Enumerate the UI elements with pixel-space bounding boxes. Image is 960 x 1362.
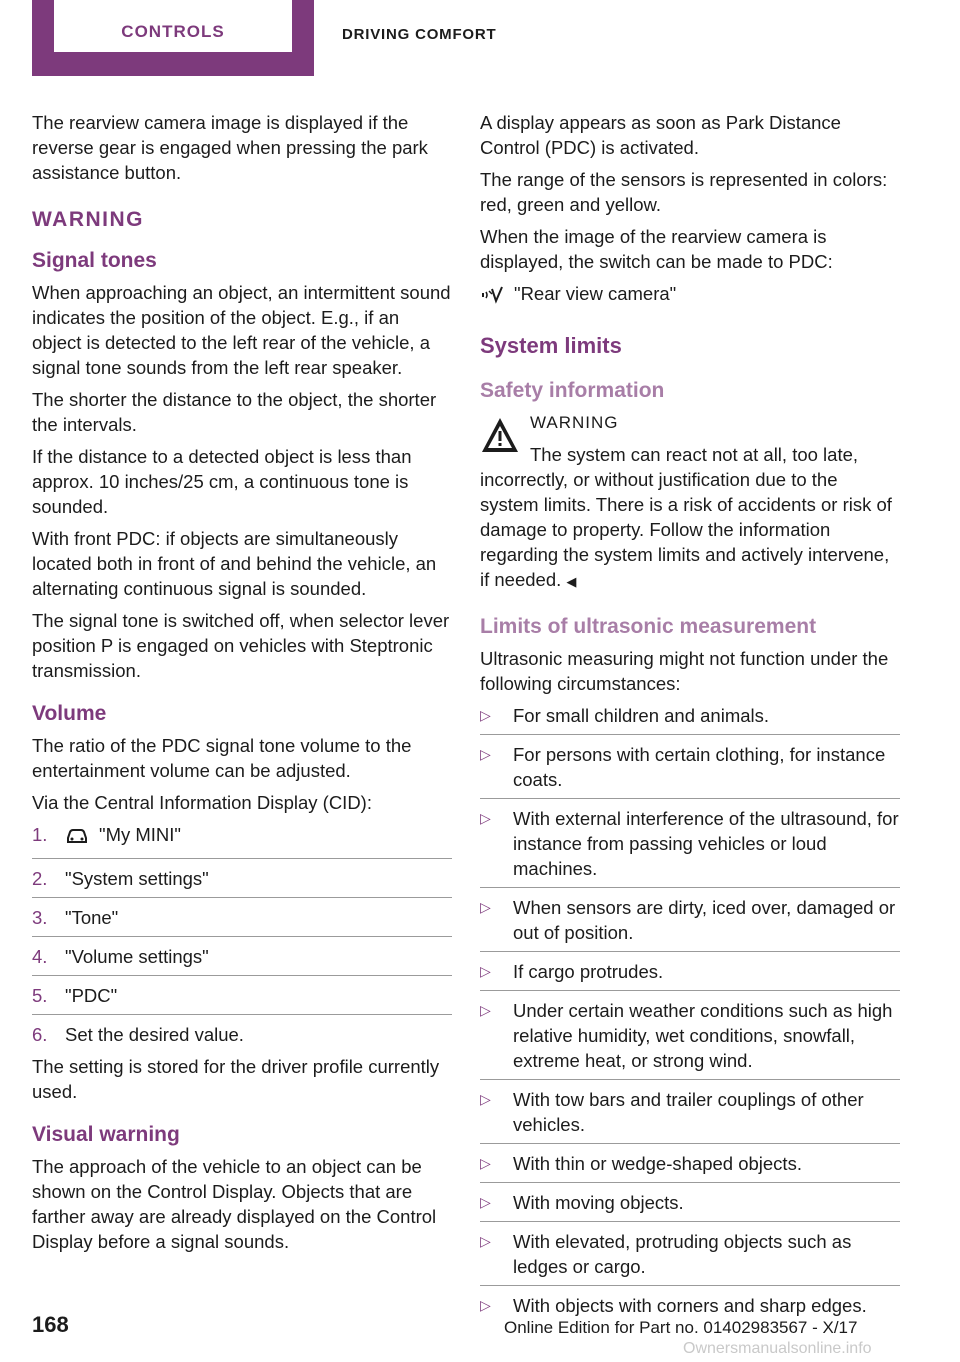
safety-heading: Safety information xyxy=(480,379,665,402)
list-item: ▷ With elevated, protruding objects such as ledges or cargo. xyxy=(480,1229,900,1286)
bullet-icon: ▷ xyxy=(480,1091,491,1107)
bullet-icon: ▷ xyxy=(480,1233,491,1249)
edition-note: Online Edition for Part no. 01402983567 - X/17 xyxy=(504,1318,858,1337)
paragraph: If the distance to a detected object is less than approx. 10 inches/25 cm, a continuous tone is sounded. xyxy=(32,446,412,517)
paragraph: The shorter the distance to the object, the shorter the intervals. xyxy=(32,389,437,435)
warning-label: WARNING xyxy=(530,413,619,432)
chapter-label: CONTROLS xyxy=(121,22,225,41)
step-text: "PDC" xyxy=(65,985,118,1006)
step-text: Set the desired value. xyxy=(65,1024,244,1045)
list-item: ▷ When sensors are dirty, iced over, damaged or out of position. xyxy=(480,895,900,952)
warning-heading: WARNING xyxy=(32,208,144,231)
car-icon xyxy=(65,826,89,852)
watermark: Ownersmanualsonline.info xyxy=(683,1340,872,1357)
warning-box xyxy=(480,410,900,594)
step-number: 4. xyxy=(32,946,48,967)
step-number: 3. xyxy=(32,907,48,928)
camera-item-text: "Rear view camera" xyxy=(514,283,677,304)
list-item: ▷ For small children and animals. xyxy=(480,703,900,735)
paragraph: A display appears as soon as Park Distance Control (PDC) is activated. xyxy=(480,112,841,158)
list-item xyxy=(32,983,452,1015)
visual-warning-heading: Visual warning xyxy=(32,1123,180,1146)
left-column xyxy=(32,110,452,1261)
bullet-icon: ▷ xyxy=(480,963,491,979)
list-item xyxy=(32,822,452,859)
right-column xyxy=(480,110,900,1325)
warning-rest: incorrectly, or without justification due to the system limits. There is a risk of accidents or risk of damage to property. Follow the information regarding the system limits and actively intervene, if needed. xyxy=(480,469,892,590)
intro-paragraph: The rearview camera image is displayed if the reverse gear is engaged when pressing the park assistance button. xyxy=(32,112,428,183)
step-number: 5. xyxy=(32,985,48,1006)
step-text: "My MINI" xyxy=(99,824,181,845)
end-mark: ◀ xyxy=(566,574,577,589)
list-item xyxy=(32,866,452,898)
step-text: "System settings" xyxy=(65,868,209,889)
system-limits-heading: System limits xyxy=(480,333,622,358)
list-item xyxy=(32,1022,452,1047)
step-number: 1. xyxy=(32,824,48,845)
list-item xyxy=(32,905,452,937)
warning-first-line: The system can react not at all, too late, xyxy=(530,444,859,465)
list-item: ▷ With thin or wedge-shaped objects. xyxy=(480,1151,900,1183)
steps-list xyxy=(32,822,452,1047)
list-item: ▷ Under certain weather conditions such as high relative humidity, wet conditions, snowfall, extreme heat, or strong wind. xyxy=(480,998,900,1080)
list-item: ▷ With tow bars and trailer couplings of other vehicles. xyxy=(480,1087,900,1144)
section-label: DRIVING COMFORT xyxy=(342,26,497,43)
list-item: ▷ For persons with certain clothing, for instance coats. xyxy=(480,742,900,799)
paragraph: Via the Central Information Display (CID): xyxy=(32,792,372,813)
paragraph: When the image of the rearview camera is displayed, the switch can be made to PDC: xyxy=(480,226,833,272)
bullet-icon: ▷ xyxy=(480,899,491,915)
paragraph: With front PDC: if objects are simultaneously located both in front of and behind the vehicle, an alternating continuous signal is sounded. xyxy=(32,528,437,599)
paragraph: The ratio of the PDC signal tone volume to the entertainment volume can be adjusted. xyxy=(32,735,412,781)
list-item: ▷ With moving objects. xyxy=(480,1190,900,1222)
bullet-icon: ▷ xyxy=(480,1194,491,1210)
signal-tones-heading: Signal tones xyxy=(32,249,157,272)
step-text: "Volume settings" xyxy=(65,946,209,967)
volume-heading: Volume xyxy=(32,702,107,725)
list-item xyxy=(32,944,452,976)
paragraph: The range of the sensors is represented in colors: red, green and yellow. xyxy=(480,169,888,215)
warning-text xyxy=(480,467,900,594)
ultrasonic-heading: Limits of ultrasonic measurement xyxy=(480,615,817,638)
page-number: 168 xyxy=(32,1312,69,1337)
bullet-icon: ▷ xyxy=(480,1155,491,1171)
paragraph: The approach of the vehicle to an object can be shown on the Control Display. Objects that are farther away are already displayed on the Control Display before a signal sounds. xyxy=(32,1156,437,1252)
step-number: 6. xyxy=(32,1024,48,1045)
camera-line xyxy=(480,281,900,311)
paragraph: Ultrasonic measuring might not function under the following circumstances: xyxy=(480,648,889,694)
bullet-icon: ▷ xyxy=(480,746,491,762)
paragraph: When approaching an object, an intermittent sound indicates the position of the object. E.g., if an object is detected to the left rear of the vehicle, a signal tone sounds from the left rear speaker. xyxy=(32,282,451,378)
header-tab-inner xyxy=(54,0,292,52)
warning-triangle-icon xyxy=(480,416,520,460)
list-item: ▷ If cargo protrudes. xyxy=(480,959,900,991)
step-text: "Tone" xyxy=(65,907,119,928)
header-tab xyxy=(32,0,314,76)
bullet-icon: ▷ xyxy=(480,1002,491,1018)
step-number: 2. xyxy=(32,868,48,889)
list-item: ▷ With objects with corners and sharp edges. xyxy=(480,1295,867,1316)
bullet-icon: ▷ xyxy=(480,707,491,723)
bullet-icon: ▷ xyxy=(480,1297,491,1313)
bullet-icon: ▷ xyxy=(480,810,491,826)
limits-list xyxy=(480,703,900,1318)
paragraph: The signal tone is switched off, when selector lever position P is engaged on vehicles with Steptronic transmission. xyxy=(32,610,450,681)
rear-camera-icon xyxy=(480,285,504,311)
paragraph: The setting is stored for the driver profile currently used. xyxy=(32,1056,440,1102)
list-item: ▷ With external interference of the ultrasound, for instance from passing vehicles or loud machines. xyxy=(480,806,900,888)
